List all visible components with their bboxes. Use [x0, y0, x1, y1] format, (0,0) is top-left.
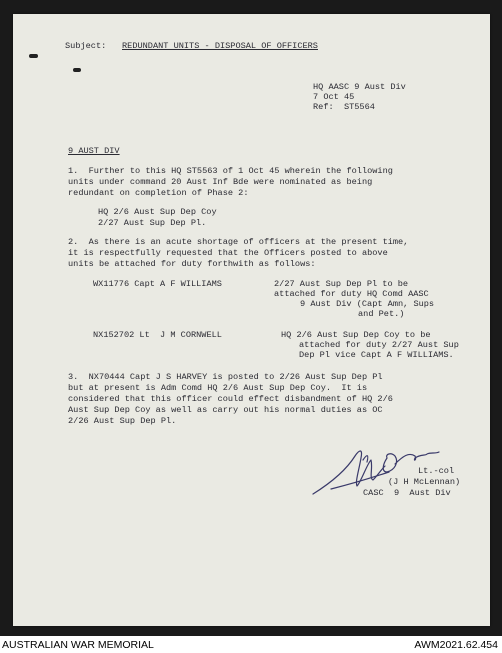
unit-item: HQ 2/6 Aust Sup Dep Coy [98, 207, 217, 217]
posting-officer: WX11776 Capt A F WILLIAMS [93, 279, 222, 289]
text-line: it is respectfully requested that the Officers posted to above [68, 248, 388, 258]
posting-detail: Dep Pl vice Capt A F WILLIAMS. [299, 350, 454, 360]
punch-hole-mark [29, 54, 38, 58]
signature-name: (J H McLennan) [388, 477, 461, 487]
posting-detail: attached for duty 2/27 Aust Sup [299, 340, 459, 350]
text-line: units be attached for duty forthwith as follows: [68, 259, 316, 269]
posting-officer: NX152702 Lt J M CORNWELL [93, 330, 222, 340]
punch-hole-mark [73, 68, 81, 72]
text-line: 2/26 Aust Sup Dep Pl. [68, 416, 177, 426]
archive-name: AUSTRALIAN WAR MEMORIAL [2, 639, 154, 651]
archive-reference: AWM2021.62.454 [414, 639, 498, 651]
subject-label: Subject: [65, 41, 107, 51]
subject-line: REDUNDANT UNITS - DISPOSAL OF OFFICERS [122, 41, 318, 51]
posting-detail: HQ 2/6 Aust Sup Dep Coy to be [281, 330, 431, 340]
text-line: 1. Further to this HQ ST5563 of 1 Oct 45 wherein the following [68, 166, 393, 176]
text-line: units under command 20 Aust Inf Bde were nominated as being [68, 177, 373, 187]
posting-detail: 2/27 Aust Sup Dep Pl to be [274, 279, 409, 289]
header-date: 7 Oct 45 [313, 92, 355, 102]
text-line: 3. NX70444 Capt J S HARVEY is posted to 2/26 Aust Sup Dep Pl [68, 372, 383, 382]
text-line: redundant on completion of Phase 2: [68, 188, 249, 198]
posting-detail: 9 Aust Div (Capt Amn, Sups [300, 299, 435, 309]
posting-detail: attached for duty HQ Comd AASC [274, 289, 429, 299]
archive-footer [0, 636, 502, 653]
signature-title: CASC 9 Aust Div [363, 488, 451, 498]
text-line: but at present is Adm Comd HQ 2/6 Aust Sup Dep Coy. It is [68, 383, 368, 393]
document-page [13, 14, 490, 626]
addressee: 9 AUST DIV [68, 146, 120, 156]
posting-detail: and Pet.) [358, 309, 405, 319]
text-line: 2. As there is an acute shortage of officers at the present time, [68, 237, 409, 247]
header-org: HQ AASC 9 Aust Div [313, 82, 406, 92]
unit-item: 2/27 Aust Sup Dep Pl. [98, 218, 207, 228]
header-ref: Ref: ST5564 [313, 102, 375, 112]
signature-rank: Lt.-col [418, 466, 455, 476]
text-line: Aust Sup Dep Coy as well as carry out his normal duties as OC [68, 405, 383, 415]
text-line: considered that this officer could effect disbandment of HQ 2/6 [68, 394, 393, 404]
